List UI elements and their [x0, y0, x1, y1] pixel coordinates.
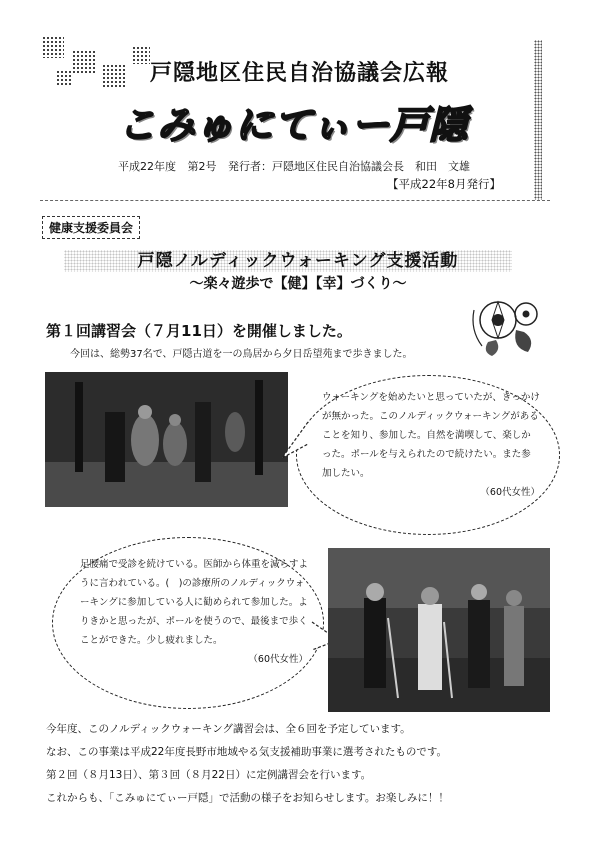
issue-date: 【平成22年8月発行】 — [387, 177, 501, 191]
quote-1 — [322, 388, 540, 502]
issue-number: 第2号 — [187, 160, 217, 173]
org-title: 戸隠地区住民自治協議会広報 — [150, 61, 450, 86]
issue-line — [118, 158, 478, 174]
footer-line: これからも、「こみゅにてぃー戸隠」で活動の様子をお知らせします。お楽しみに！！ — [46, 792, 449, 804]
committee-tag: 健康支援委員会 — [42, 216, 140, 239]
quote-2 — [80, 555, 308, 669]
issue-year: 平成22年度 — [118, 160, 176, 173]
quote-1-text: ウォーキングを始めたいと思っていたが、きっかけが無かった。このノルディックウォーキングがあることを知り、参加した。自然を満喫して、楽しかった。ポールを与えられたので続けたい。また参加したい。 — [322, 392, 540, 479]
quote-1-attribution: （60代女性） — [480, 487, 540, 498]
divider — [40, 200, 550, 201]
bubble-1-pointer — [280, 420, 310, 460]
footer-line: 今年度、このノルディックウォーキング講習会は、全６回を予定しています。 — [46, 723, 411, 735]
subheadline: ～楽々遊歩で【健】【幸】づくり～ — [189, 276, 407, 292]
group-photo — [328, 548, 550, 712]
quote-2-attribution: （60代女性） — [248, 654, 308, 665]
walking-photo — [45, 372, 288, 507]
publisher: 発行者：戸隠地区住民自治協議会長 和田 文雄 — [228, 160, 470, 173]
flower-icon — [468, 290, 548, 362]
headline: 戸隠ノルディックウォーキング支援活動 — [137, 251, 459, 271]
footer-notes — [46, 718, 556, 810]
logo-title: こみゅにてぃー戸隠 — [118, 102, 469, 147]
checker-decoration — [42, 36, 162, 98]
right-border-decoration — [534, 40, 542, 200]
quote-2-text: 足腰痛で受診を続けている。医師から体重を減らすように言われている。( )の診療所のノルディックウォーキングに参加している人に勧められて参加した。よりきかと思ったが、ポールを使うので、最後まで歩くことができた。少し疲れました。 — [80, 559, 309, 646]
session-summary: 今回は、総勢37名で、戸隠古道を一の鳥居から夕日岳望苑まで歩きました。 — [70, 349, 413, 360]
footer-line: なお、この事業は平成22年度長野市地域やる気支援補助事業に選考されたものです。 — [46, 746, 448, 758]
session-title: 第１回講習会（７月11日）を開催しました。 — [46, 322, 352, 340]
footer-line: 第２回（８月13日）、第３回（８月22日）に定例講習会を行います。 — [46, 769, 372, 781]
